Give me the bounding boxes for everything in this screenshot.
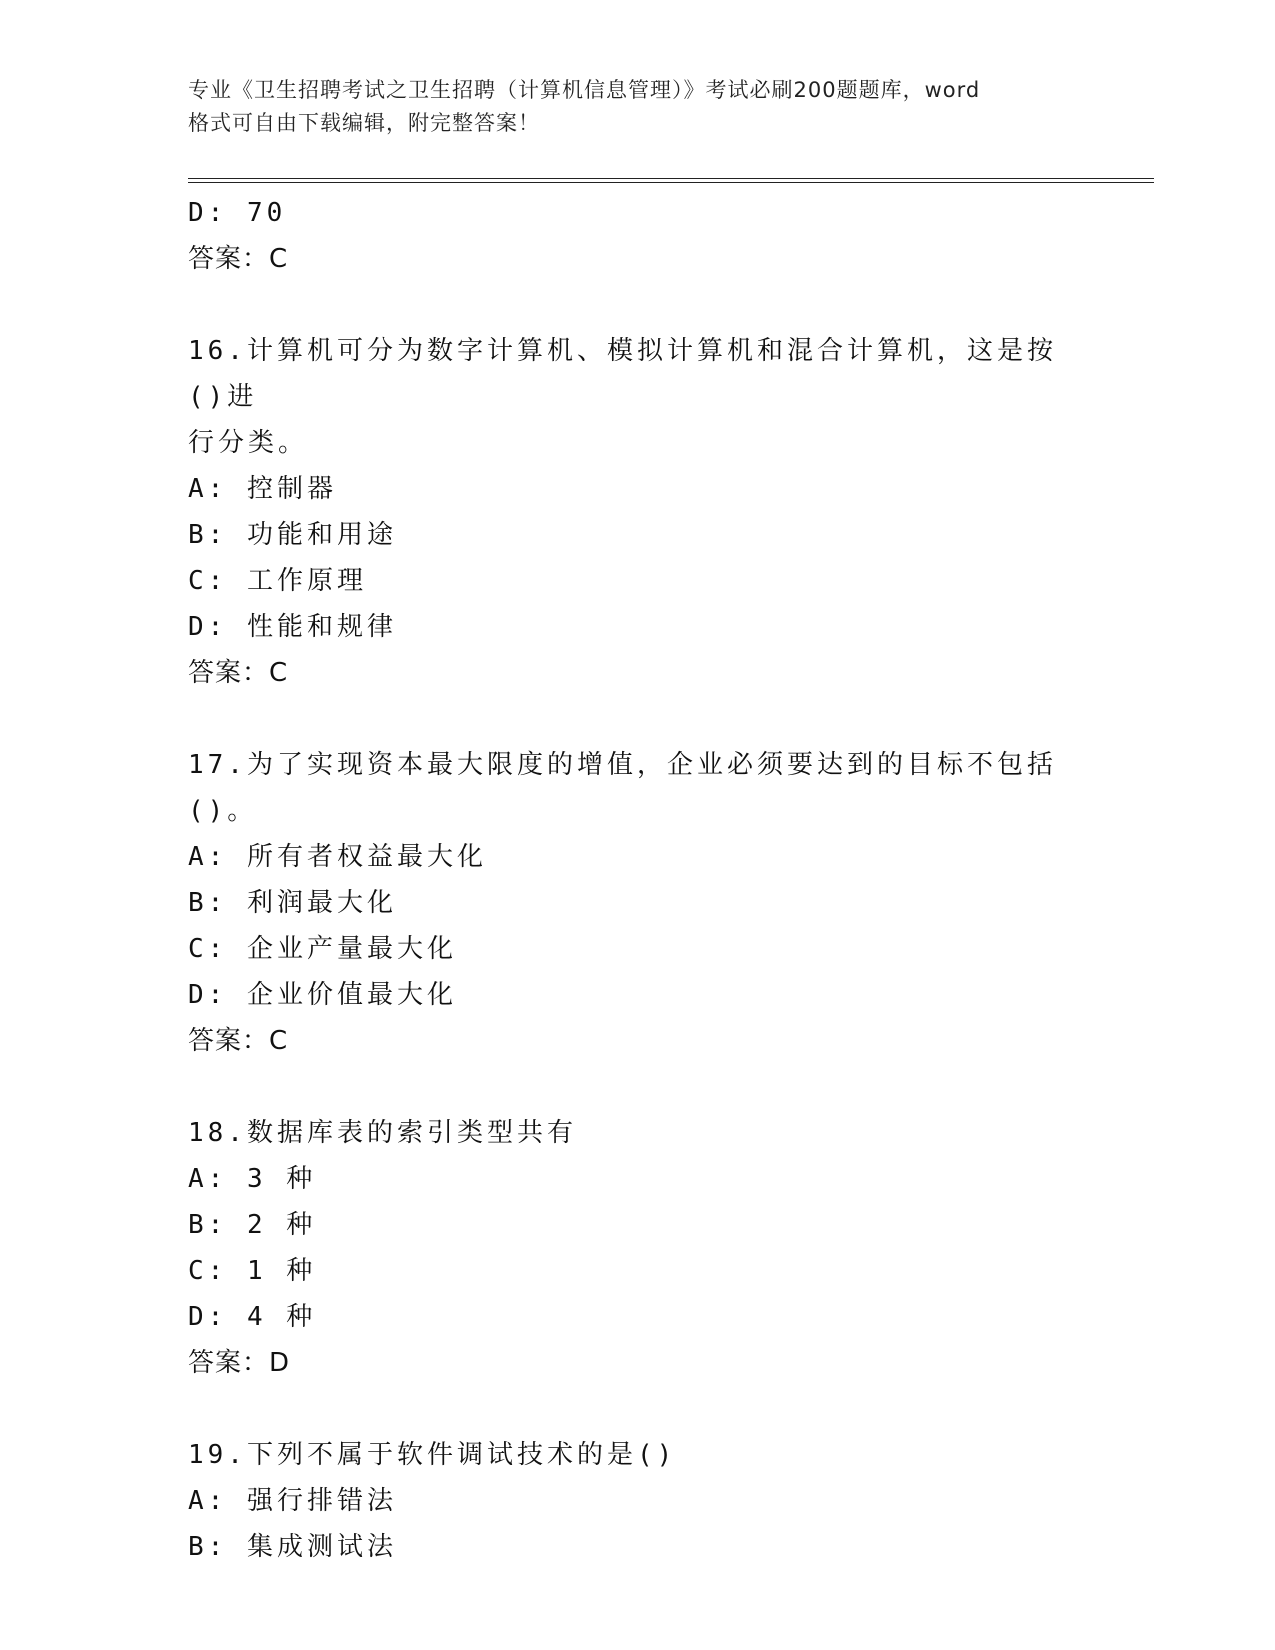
option-d: D: 性能和规律 — [188, 612, 397, 642]
question-stem-continued: 行分类。 — [188, 428, 309, 458]
option-a: A: 所有者权益最大化 — [188, 842, 487, 872]
option-a: A: 控制器 — [188, 474, 337, 504]
question-stem: 18.数据库表的索引类型共有 — [188, 1118, 577, 1148]
option-b: B: 2 种 — [188, 1210, 317, 1240]
header-divider-bottom — [188, 182, 1154, 183]
answer: 答案：C — [188, 1026, 289, 1056]
option-d: D: 4 种 — [188, 1302, 317, 1332]
question-19 — [188, 1432, 1088, 1570]
option-d: D: 企业价值最大化 — [188, 980, 457, 1010]
question-stem: 19.下列不属于软件调试技术的是() — [188, 1440, 677, 1470]
option-b: B: 集成测试法 — [188, 1532, 397, 1562]
question-stem: 16.计算机可分为数字计算机、模拟计算机和混合计算机，这是按()进 — [188, 336, 1057, 412]
header-title-line-2: 格式可自由下载编辑，附完整答案！ — [188, 111, 540, 135]
header-divider-top — [188, 178, 1154, 179]
option-c: C: 企业产量最大化 — [188, 934, 457, 964]
question-17 — [188, 742, 1088, 1064]
option-a: A: 强行排错法 — [188, 1486, 397, 1516]
document-header — [188, 74, 1088, 140]
header-title-line-1: 专业《卫生招聘考试之卫生招聘（计算机信息管理）》考试必刷200题题库，word — [188, 78, 981, 102]
answer: 答案：C — [188, 658, 289, 688]
answer: 答案：C — [188, 244, 289, 274]
option-c: C: 1 种 — [188, 1256, 317, 1286]
option-d: D: 70 — [188, 198, 287, 228]
answer: 答案：D — [188, 1348, 291, 1378]
question-18 — [188, 1110, 1088, 1386]
question-list — [188, 190, 1088, 1570]
option-b: B: 利润最大化 — [188, 888, 397, 918]
option-b: B: 功能和用途 — [188, 520, 397, 550]
question-stem: 17.为了实现资本最大限度的增值，企业必须要达到的目标不包括()。 — [188, 750, 1057, 826]
option-c: C: 工作原理 — [188, 566, 367, 596]
question-16 — [188, 328, 1088, 696]
question-15-tail — [188, 190, 1088, 282]
option-a: A: 3 种 — [188, 1164, 317, 1194]
